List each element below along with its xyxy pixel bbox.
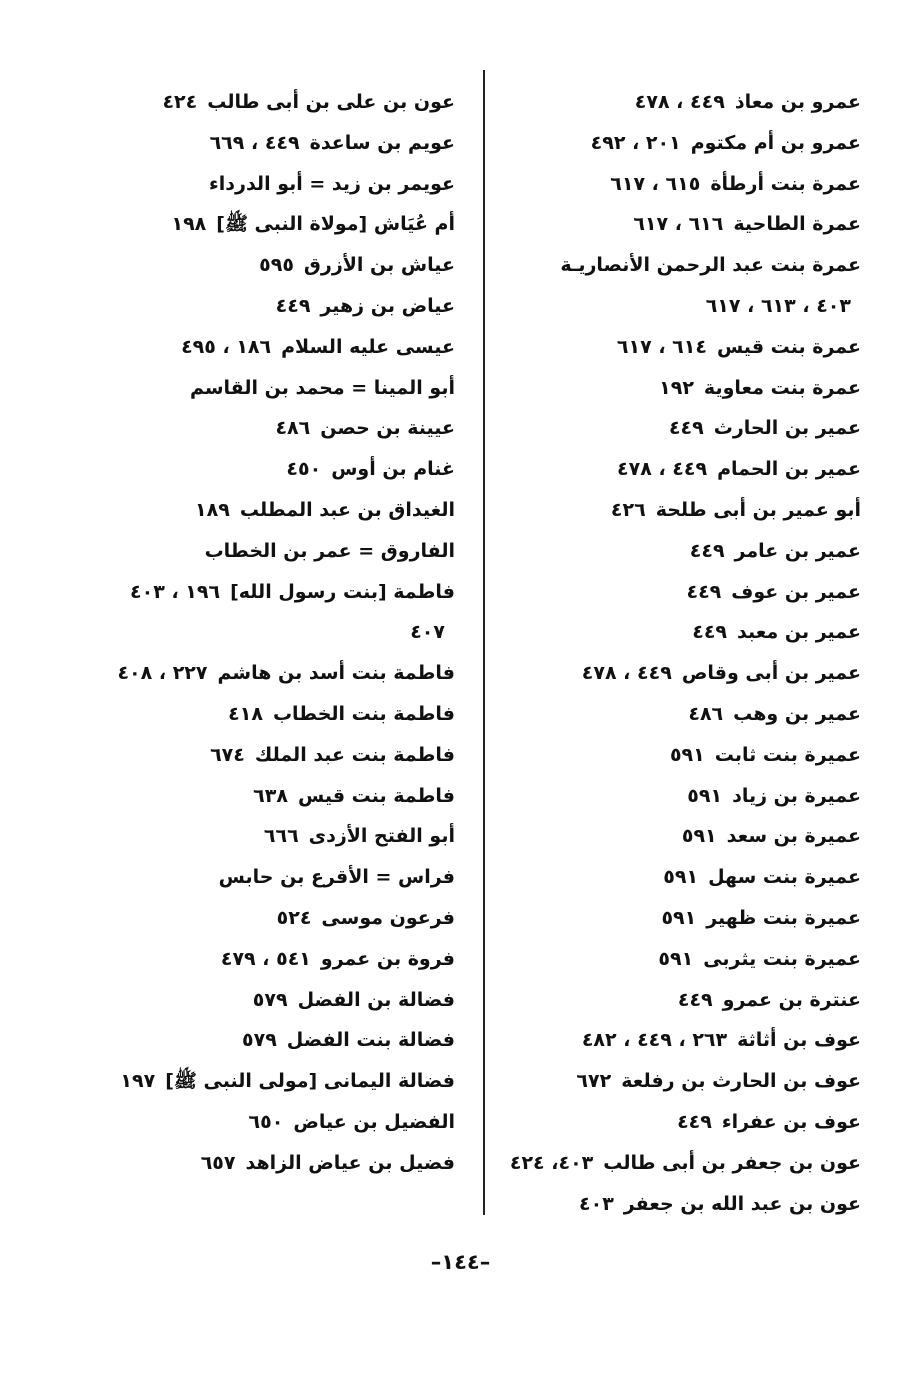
entry-pages: ٦٧٤ [210, 743, 245, 766]
index-entry [110, 776, 455, 817]
index-entry [110, 980, 455, 1021]
index-entry [110, 286, 455, 327]
entry-name: أبو عمير بن أبى طلحة [655, 498, 861, 521]
entry-name: أم عُيَاش [مولاة النبى ﷺ] [216, 213, 455, 236]
entry-pages: ٥٩١ [681, 825, 717, 848]
entry-name: فاطمة بنت عبد الملك [254, 743, 455, 766]
entry-name: فاطمة [بنت رسول الله] [230, 580, 455, 603]
index-entry [495, 1184, 861, 1225]
index-entry [110, 408, 455, 449]
entry-name: الغيداق بن عبد المطلب [239, 498, 455, 521]
entry-pages: ٤٠٣ ، ٦١٣ ، ٦١٧ [705, 294, 851, 317]
index-entry [495, 82, 861, 123]
entry-pages: ٤٢٤ [162, 91, 198, 113]
entry-name: عمرة بنت معاوية [703, 376, 861, 399]
entry-pages: ٤٤٩ [692, 621, 728, 644]
index-entry [110, 939, 455, 980]
entry-name: عمير بن وهب [733, 702, 861, 725]
entry-pages: ٥٤١ ، ٤٧٩ [220, 947, 311, 970]
entry-pages: ٢٦٣ ، ٤٤٩ ، ٤٨٢ [581, 1029, 728, 1052]
entry-pages: ٥٢٤ [276, 906, 312, 929]
entry-name: عميرة بن زياد [732, 784, 861, 807]
index-entry [110, 612, 455, 653]
index-entry [110, 204, 455, 245]
entry-name: عمير بن عوف [731, 580, 861, 603]
entry-name: عمير بن معبد [737, 621, 861, 644]
entry-pages: ٦٦٦ [263, 825, 299, 848]
index-entry [495, 164, 861, 205]
entry-name: الفاروق = عمر بن الخطاب [204, 539, 455, 562]
entry-name: عيسى عليه السلام [281, 335, 455, 358]
index-entry [110, 82, 455, 123]
index-entry [495, 939, 861, 980]
entry-pages: ٥٩١ [663, 866, 699, 889]
entry-name: عميرة بنت سهل [708, 866, 861, 889]
entry-pages: ٥٩١ [658, 947, 694, 970]
entry-pages: ٥٩١ [661, 906, 697, 929]
index-entry [110, 164, 455, 205]
entry-name: عمرة بنت أرطأة [710, 172, 861, 195]
index-entry [495, 327, 861, 368]
entry-pages: ٤٠٣ [579, 1192, 614, 1215]
index-entry [110, 735, 455, 776]
entry-pages: ٢٢٧ ، ٤٠٨ [117, 662, 208, 685]
entry-pages: ٢٠١ ، ٤٩٢ [590, 131, 681, 154]
entry-name: عويم بن ساعدة [309, 131, 455, 154]
index-entry [110, 368, 455, 409]
entry-name: فراس = الأقرع بن حابس [218, 866, 455, 889]
entry-pages: ٥٩١ [669, 743, 705, 766]
entry-name: عمرو بن معاذ [734, 91, 861, 113]
entry-pages: ٥٧٩ [242, 1029, 277, 1052]
index-entry [495, 653, 861, 694]
index-entry [495, 368, 861, 409]
index-entry [495, 449, 861, 490]
entry-name: عياش بن الأزرق [303, 254, 455, 277]
right-column [495, 82, 861, 1224]
entry-name: عنترة بن عمرو [722, 988, 861, 1011]
entry-pages: ٤٠٣، ٤٢٤ [509, 1151, 594, 1174]
index-entry [110, 490, 455, 531]
entry-pages: ٥٩٥ [259, 254, 294, 277]
entry-pages: ١٩٧ [120, 1070, 156, 1093]
index-entry [110, 449, 455, 490]
entry-pages: ١٩٨ [171, 213, 207, 236]
entry-pages: ٤٤٩ ، ٤٧٨ [634, 91, 725, 113]
index-entry [495, 1020, 861, 1061]
entry-name: فضالة بن الفضل [297, 988, 455, 1011]
entry-pages: ٤٨٦ [688, 702, 724, 725]
index-entry [495, 408, 861, 449]
entry-pages: ٤٤٩ [677, 988, 713, 1011]
index-entry [495, 531, 861, 572]
index-entry [495, 1143, 861, 1184]
left-column [110, 82, 455, 1184]
entry-pages: ١٩٦ ، ٤٠٣ [130, 580, 221, 603]
entry-name: عميرة بنت ظهير [706, 906, 861, 929]
entry-name: فضالة اليمانى [مولى النبى ﷺ] [165, 1070, 455, 1093]
entry-pages: ٤٤٩ [689, 539, 725, 562]
entry-name: عمير بن الحارث [713, 417, 861, 440]
entry-name: فاطمة بنت أسد بن هاشم [217, 662, 455, 685]
index-entry [110, 572, 455, 613]
entry-pages: ٤٢٦ [610, 498, 646, 521]
entry-name: أبو المينا = محمد بن القاسم [189, 376, 455, 399]
entry-name: عميرة بنت ثابت [714, 743, 861, 766]
entry-name: عمير بن أبى وقاص [681, 662, 861, 685]
index-entry [110, 123, 455, 164]
index-entry [110, 327, 455, 368]
entry-pages: ٦١٥ ، ٦١٧ [610, 172, 701, 195]
index-entry [495, 612, 861, 653]
entry-name: عون بن جعفر بن أبى طالب [603, 1151, 861, 1174]
entry-pages: ٤٤٩ ، ٦٦٩ [209, 131, 300, 154]
index-entry [110, 1102, 455, 1143]
index-entry [495, 1102, 861, 1143]
entry-name: عمرة بنت عبد الرحمن الأنصاريـة [560, 254, 861, 277]
entry-name: غنام بن أوس [331, 458, 455, 481]
entry-pages: ٤٤٩ [275, 294, 311, 317]
entry-pages: ٦٣٨ [253, 784, 288, 807]
index-entry [495, 816, 861, 857]
index-entry [110, 1061, 455, 1102]
entry-pages: ٦١٦ ، ٦١٧ [633, 213, 724, 236]
entry-name: عون بن عبد الله بن جعفر [623, 1192, 861, 1215]
entry-name: عيينة بن حصن [320, 417, 455, 440]
entry-name: فرعون موسى [321, 906, 455, 929]
entry-name: عمرو بن أم مكتوم [690, 131, 861, 154]
entry-name: فاطمة بنت قيس [297, 784, 455, 807]
entry-pages: ١٨٩ [195, 498, 230, 521]
index-entry [495, 694, 861, 735]
entry-pages: ١٩٢ [659, 376, 694, 399]
entry-name: عويمر بن زيد = أبو الدرداء [209, 172, 455, 195]
column-divider [483, 70, 485, 1215]
entry-name: الفضيل بن عياض [293, 1110, 455, 1133]
index-entry [110, 857, 455, 898]
index-entry [495, 776, 861, 817]
index-entry [110, 816, 455, 857]
entry-name: فضالة بنت الفضل [286, 1029, 455, 1052]
index-entry [110, 1020, 455, 1061]
entry-name: فاطمة بنت الخطاب [272, 702, 455, 725]
entry-pages: ٤٤٩ [686, 580, 722, 603]
entry-name: فروة بن عمرو [320, 947, 455, 970]
index-entry [495, 286, 861, 327]
entry-pages: ٤١٨ [228, 702, 263, 725]
entry-pages: ٦٥٧ [200, 1151, 236, 1174]
entry-pages: ٦١٤ ، ٦١٧ [616, 335, 707, 358]
index-entry [110, 1143, 455, 1184]
entry-name: عياض بن زهير [320, 294, 455, 317]
index-entry [495, 204, 861, 245]
entry-pages: ٤٤٩ [677, 1110, 712, 1133]
entry-pages: ٤٠٧ [410, 621, 445, 644]
entry-pages: ٦٧٢ [576, 1070, 612, 1093]
index-entry [110, 694, 455, 735]
index-entry [495, 1061, 861, 1102]
index-entry [110, 898, 455, 939]
index-entry [495, 490, 861, 531]
index-entry [495, 123, 861, 164]
index-entry [495, 572, 861, 613]
index-entry [110, 245, 455, 286]
entry-name: عوف بن الحارث بن رفلعة [621, 1070, 861, 1093]
entry-name: عمرة الطاحية [733, 213, 861, 236]
entry-name: عميرة بن سعد [726, 825, 861, 848]
entry-name: عمير بن عامر [734, 539, 861, 562]
entry-pages: ٥٧٩ [252, 988, 288, 1011]
entry-name: عميرة بنت يثربى [703, 947, 861, 970]
index-entry [110, 653, 455, 694]
index-entry [495, 245, 861, 286]
entry-name: عوف بن أثاثة [737, 1029, 861, 1052]
entry-pages: ٤٤٩ ، ٤٧٨ [617, 458, 708, 481]
index-entry [495, 857, 861, 898]
index-entry [495, 980, 861, 1021]
entry-pages: ١٨٦ ، ٤٩٥ [181, 335, 272, 358]
index-entry [110, 531, 455, 572]
entry-pages: ٤٨٦ [275, 417, 311, 440]
entry-name: عمير بن الحمام [717, 458, 861, 481]
entry-name: عون بن على بن أبى طالب [207, 91, 455, 113]
entry-pages: ٤٤٩ [668, 417, 704, 440]
entry-pages: ٤٤٩ ، ٤٧٨ [581, 662, 672, 685]
entry-name: عوف بن عفراء [721, 1110, 861, 1133]
entry-name: أبو الفتح الأزدى [308, 825, 455, 848]
entry-pages: ٥٩١ [687, 784, 723, 807]
entry-name: عمرة بنت قيس [716, 335, 861, 358]
page-number: –١٤٤– [430, 1250, 491, 1274]
entry-pages: ٤٥٠ [286, 458, 322, 481]
entry-name: فضيل بن عياض الزاهد [245, 1151, 455, 1174]
index-entry [495, 735, 861, 776]
index-entry [495, 898, 861, 939]
entry-pages: ٦٥٠ [248, 1110, 284, 1133]
